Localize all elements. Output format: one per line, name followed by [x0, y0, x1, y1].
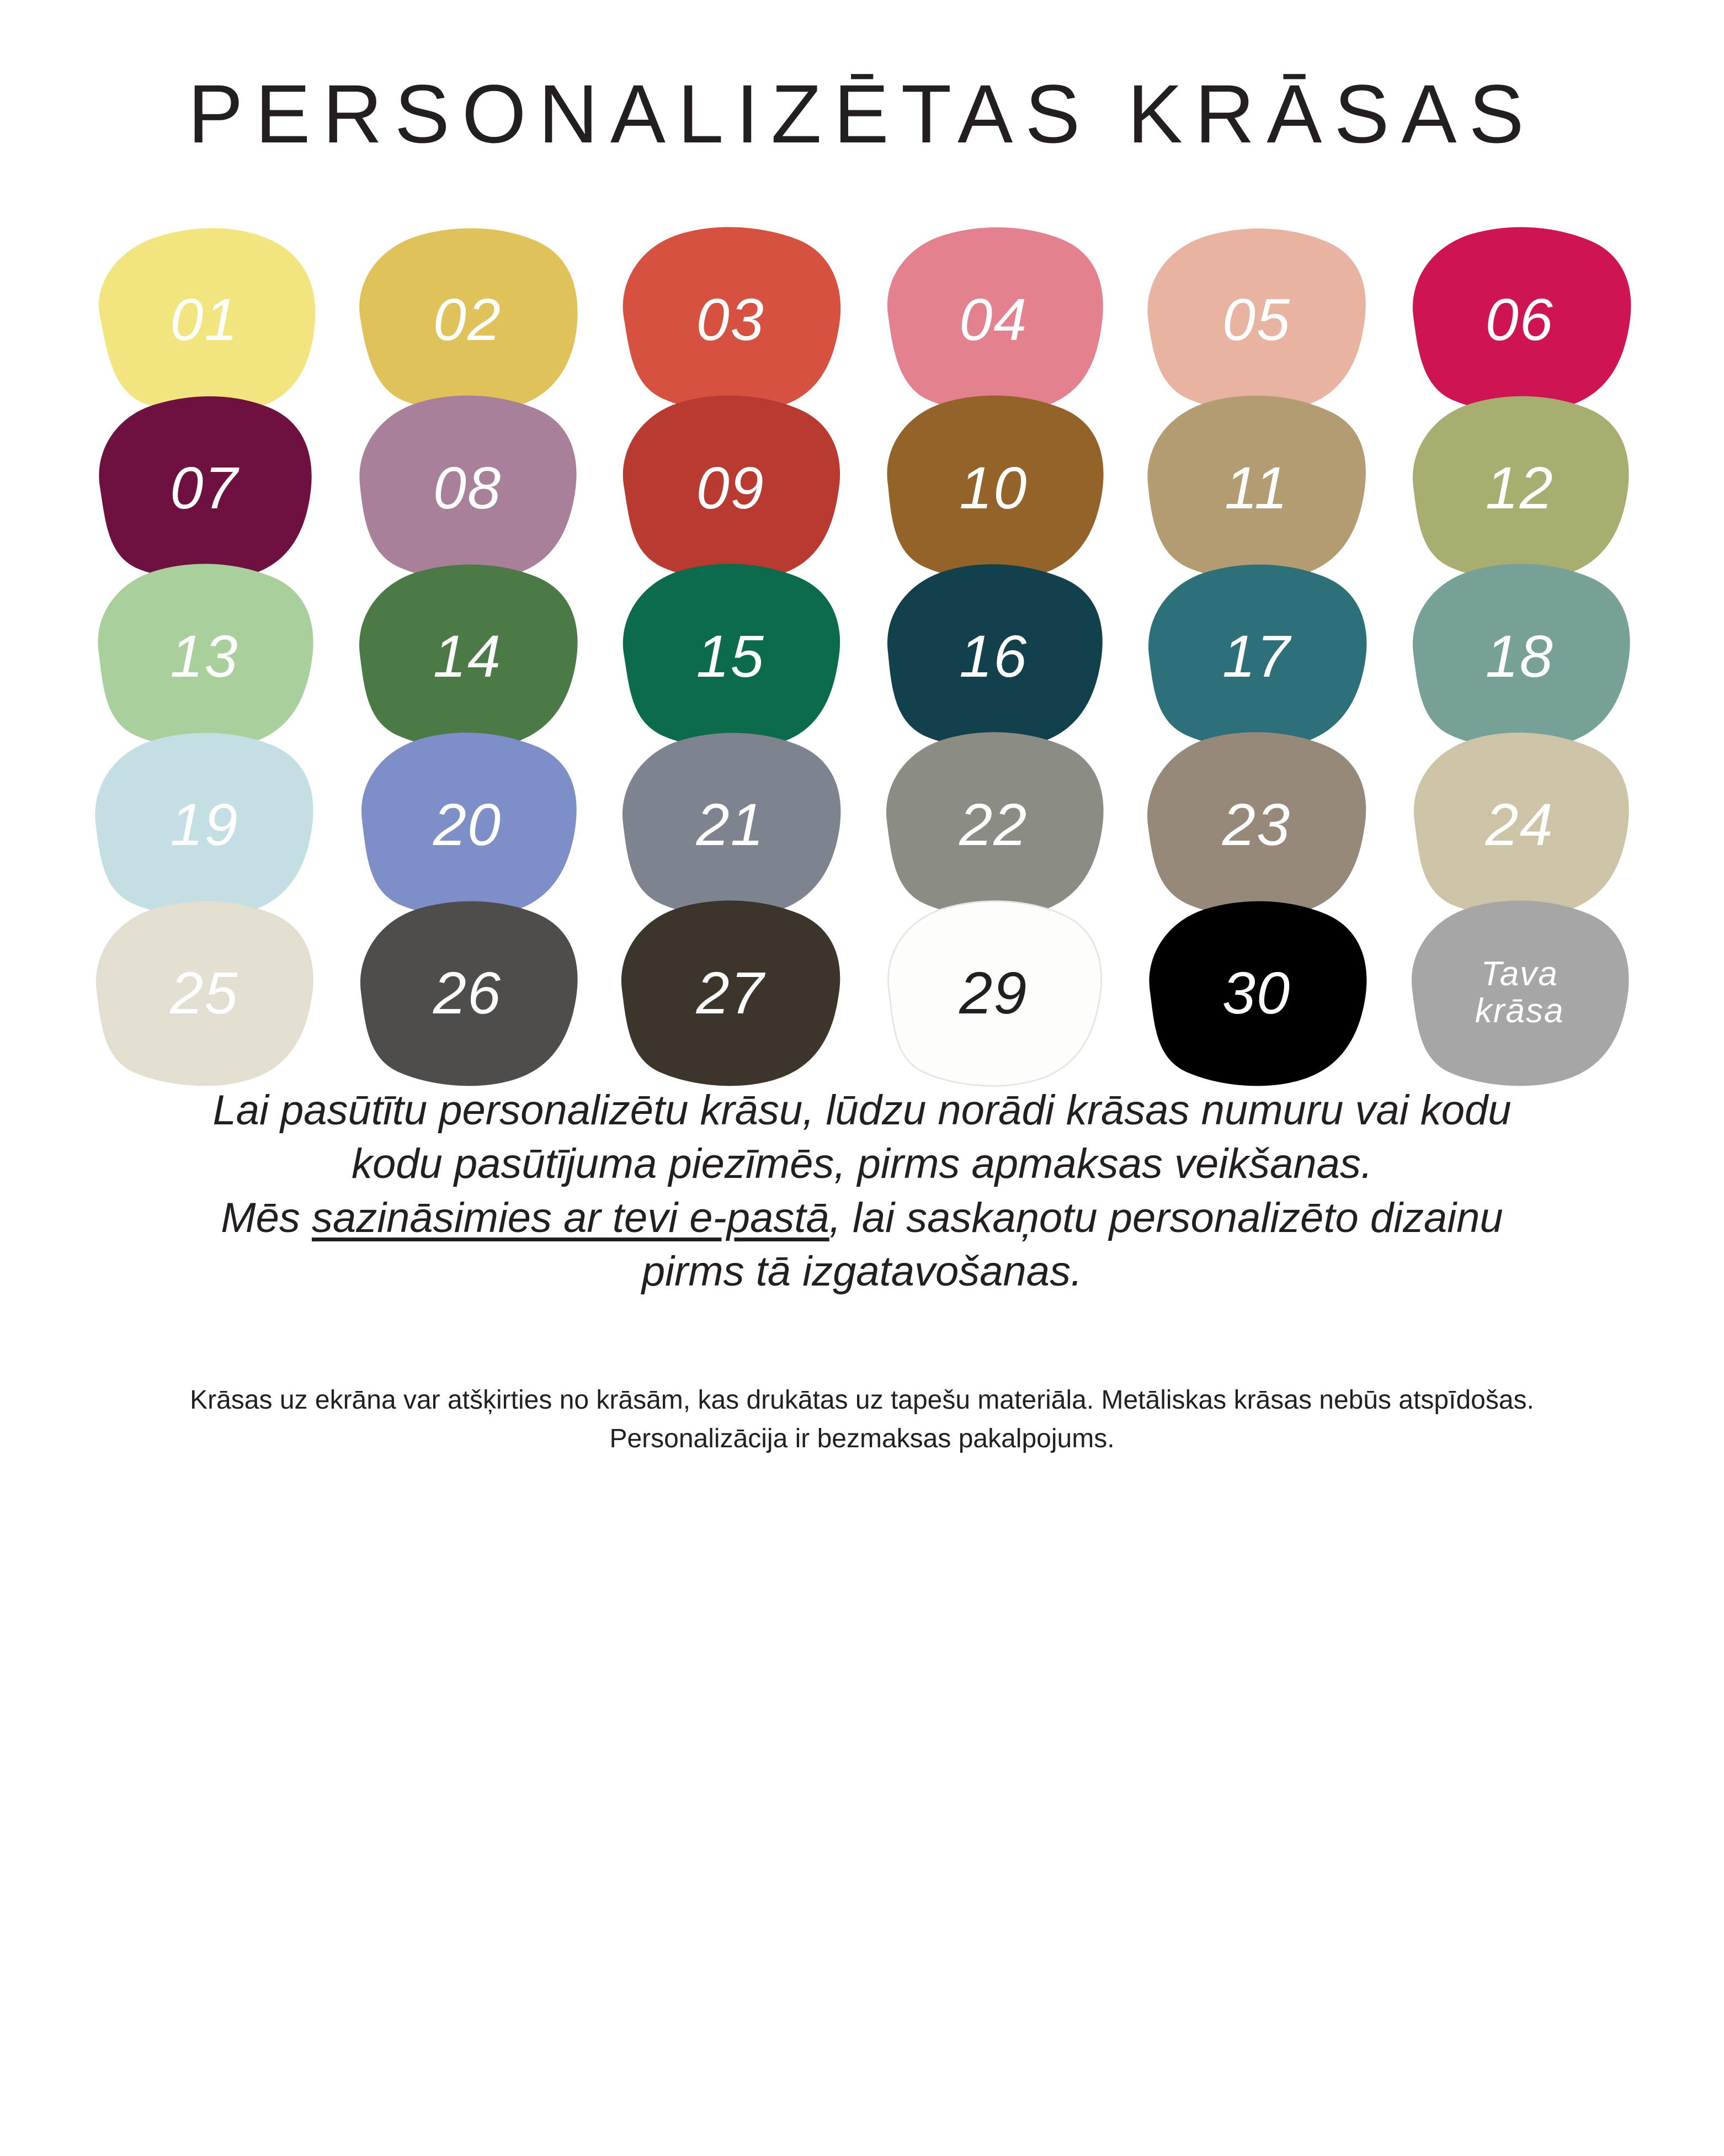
swatch-label: 14 — [433, 623, 502, 689]
swatch-label: 24 — [1485, 791, 1554, 858]
color-swatch[interactable] — [347, 391, 588, 585]
swatch-label: 25 — [170, 959, 239, 1026]
swatch-label: 08 — [433, 454, 502, 521]
swatch-label: 11 — [1224, 454, 1289, 521]
order-instructions-line-2: kodu pasūtījuma piezīmēs, pirms apmaksas veikšanas. — [351, 1140, 1373, 1188]
color-swatch[interactable] — [1399, 559, 1641, 753]
swatch-label: 27 — [696, 959, 765, 1026]
color-swatch[interactable] — [83, 222, 325, 417]
color-swatch[interactable] — [610, 222, 852, 417]
swatch-label-custom: Tava krāsa — [1475, 955, 1565, 1030]
color-swatch[interactable] — [610, 559, 852, 753]
color-swatch[interactable] — [610, 391, 852, 585]
color-swatch[interactable] — [347, 727, 588, 922]
swatch-label: 19 — [170, 791, 239, 858]
color-swatch[interactable] — [1399, 727, 1641, 922]
swatch-label: 10 — [959, 454, 1028, 521]
swatch-label: 18 — [1485, 623, 1554, 689]
swatch-label: 13 — [170, 623, 239, 689]
color-swatch[interactable] — [83, 896, 325, 1090]
color-swatch[interactable] — [1136, 896, 1377, 1090]
swatch-label: 30 — [1222, 959, 1291, 1026]
color-swatch[interactable] — [1136, 391, 1377, 585]
color-swatch[interactable] — [1136, 727, 1377, 922]
swatch-label: 01 — [170, 286, 239, 353]
color-swatch-custom[interactable] — [1399, 896, 1641, 1090]
disclaimer-line-2: Personalizācija ir bezmaksas pakalpojums. — [609, 1424, 1115, 1453]
swatch-label: 29 — [959, 959, 1028, 1026]
order-instructions-line-4: pirms tā izgatavošanas. — [641, 1247, 1083, 1295]
swatch-label: 09 — [696, 454, 765, 521]
disclaimer-line-1: Krāsas uz ekrāna var atšķirties no krāsām, kas drukātas uz tapešu materiāla. Metāliskas krāsas nebūs atspīdošas. — [190, 1385, 1534, 1415]
swatch-label: 16 — [959, 623, 1028, 689]
color-swatch[interactable] — [83, 391, 325, 585]
swatch-label: 15 — [696, 623, 765, 689]
color-swatch[interactable] — [1399, 222, 1641, 417]
page-title: PERSONALIZĒTAS KRĀSAS — [188, 67, 1536, 160]
color-swatch[interactable] — [347, 896, 588, 1090]
swatch-label: 04 — [959, 286, 1028, 353]
color-swatch[interactable] — [1136, 222, 1377, 417]
swatch-label: 12 — [1485, 454, 1554, 521]
color-swatch[interactable] — [872, 391, 1114, 585]
color-swatch[interactable] — [83, 559, 325, 753]
color-swatch[interactable] — [610, 727, 852, 922]
disclaimer — [0, 1298, 1724, 1458]
color-swatch[interactable] — [83, 727, 325, 922]
swatch-label: 02 — [433, 286, 502, 353]
order-instructions-line-1: Lai pasūtītu personalizētu krāsu, lūdzu norādi krāsas numuru vai kodu — [212, 1087, 1512, 1134]
order-instructions-line-3-post: , lai saskaņotu personalizēto dizainu — [829, 1194, 1503, 1241]
email-contact-link[interactable]: sazināsimies ar tevi e-pastā — [312, 1194, 829, 1241]
swatch-label: 23 — [1222, 791, 1291, 858]
swatch-label: 06 — [1485, 286, 1554, 353]
swatch-label: 03 — [696, 286, 765, 353]
color-swatch[interactable] — [872, 896, 1114, 1090]
swatch-label: 20 — [433, 791, 502, 858]
swatch-label: 22 — [959, 791, 1028, 858]
color-swatch-grid — [73, 162, 1651, 1031]
swatch-label: 07 — [170, 454, 239, 521]
color-swatch[interactable] — [347, 559, 588, 753]
color-swatch[interactable] — [1399, 391, 1641, 585]
color-swatch[interactable] — [347, 222, 588, 417]
color-swatch[interactable] — [872, 727, 1114, 922]
swatch-label: 05 — [1222, 286, 1291, 353]
swatch-label: 17 — [1222, 623, 1291, 689]
order-instructions-line-3-pre: Mēs — [221, 1194, 312, 1241]
color-swatch[interactable] — [872, 559, 1114, 753]
swatch-label: 21 — [696, 791, 765, 858]
color-swatch[interactable] — [610, 896, 852, 1090]
color-swatch[interactable] — [872, 222, 1114, 417]
color-swatch[interactable] — [1136, 559, 1377, 753]
swatch-label: 26 — [433, 959, 502, 1026]
